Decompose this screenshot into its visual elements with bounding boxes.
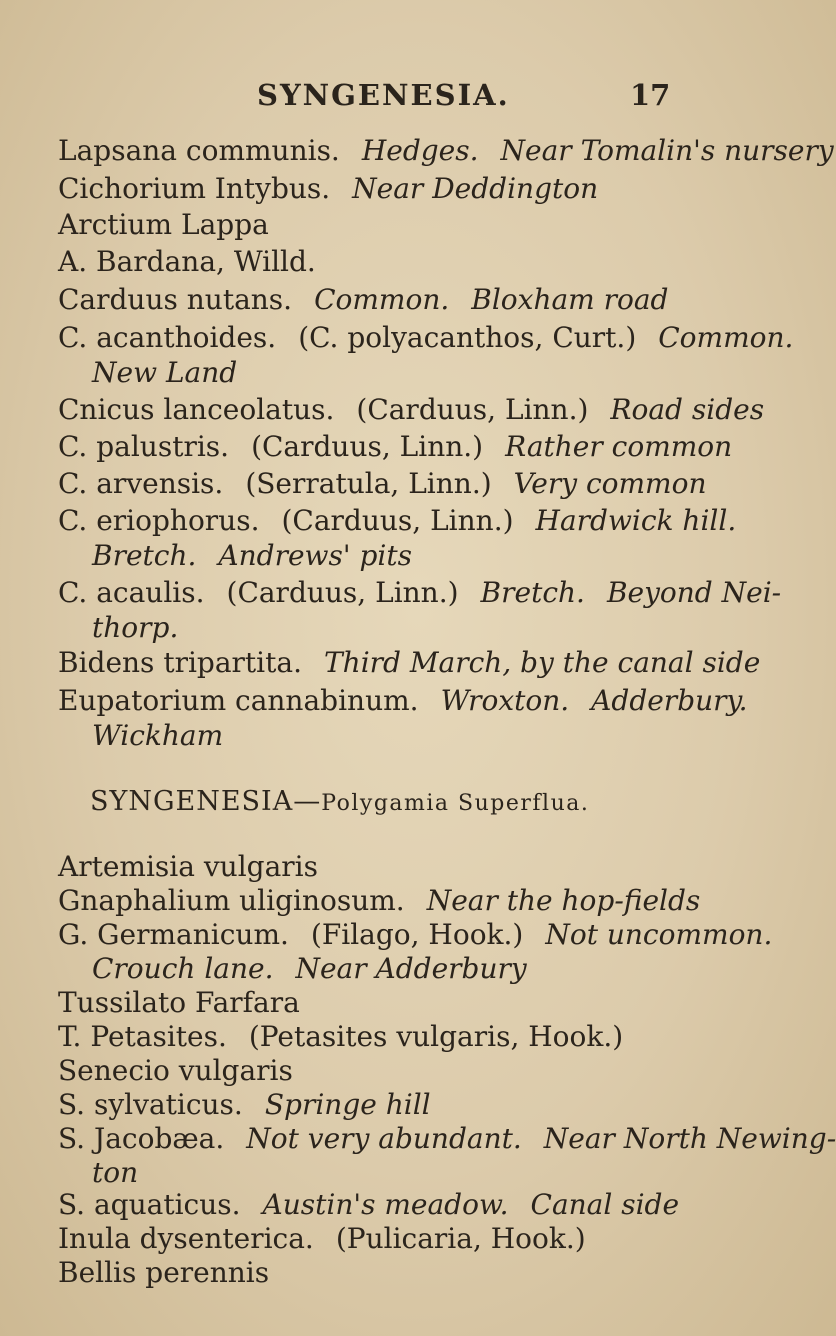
list-item: Gnaphalium uliginosum. Near the hop-fields — [58, 884, 701, 917]
list-item: A. Bardana, Willd. — [58, 245, 316, 278]
list-item: Bidens tripartita. Third March, by the canal side — [58, 646, 761, 679]
list-item: Inula dysenterica. (Pulicaria, Hook.) — [58, 1222, 586, 1255]
list-item: Artemisia vulgaris — [58, 850, 318, 883]
list-item-continuation: Bretch. Andrews' pits — [92, 539, 412, 572]
running-title: SYNGENESIA. — [257, 78, 510, 112]
page-header — [0, 78, 800, 118]
list-item: C. acanthoides. (C. polyacanthos, Curt.) Common. — [58, 321, 794, 354]
list-item: Senecio vulgaris — [58, 1054, 293, 1087]
list-item-continuation: Crouch lane. Near Adderbury — [92, 952, 527, 985]
section-heading: SYNGENESIA—Polygamia Superflua. — [90, 786, 590, 817]
list-item: Cichorium Intybus. Near Deddington — [58, 172, 599, 205]
list-item: Lapsana communis. Hedges. Near Tomalin's nursery — [58, 134, 834, 167]
list-item: C. acaulis. (Carduus, Linn.) Bretch. Beyond Nei- — [58, 576, 782, 609]
list-item: Arctium Lappa — [58, 208, 269, 241]
page-number: 17 — [630, 78, 671, 112]
list-item: C. arvensis. (Serratula, Linn.) Very common — [58, 467, 707, 500]
list-item: G. Germanicum. (Filago, Hook.) Not uncommon. — [58, 918, 773, 951]
list-item-continuation: New Land — [92, 356, 238, 389]
list-item: Tussilato Farfara — [58, 986, 300, 1019]
list-item: Carduus nutans. Common. Bloxham road — [58, 283, 669, 316]
list-item: S. Jacobæa. Not very abundant. Near North Newing- — [58, 1122, 836, 1155]
list-item-continuation: Wickham — [92, 719, 224, 752]
list-item: Eupatorium cannabinum. Wroxton. Adderbury. — [58, 684, 748, 717]
list-item: S. aquaticus. Austin's meadow. Canal side — [58, 1188, 680, 1221]
list-item-continuation: ton — [92, 1156, 139, 1189]
list-item: Bellis perennis — [58, 1256, 270, 1289]
list-item: C. palustris. (Carduus, Linn.) Rather common — [58, 430, 733, 463]
list-item: Cnicus lanceolatus. (Carduus, Linn.) Road sides — [58, 393, 765, 426]
list-item-continuation: thorp. — [92, 611, 179, 644]
list-item: S. sylvaticus. Springe hill — [58, 1088, 431, 1121]
list-item: C. eriophorus. (Carduus, Linn.) Hardwick hill. — [58, 504, 737, 537]
list-item: T. Petasites. (Petasites vulgaris, Hook.) — [58, 1020, 624, 1053]
